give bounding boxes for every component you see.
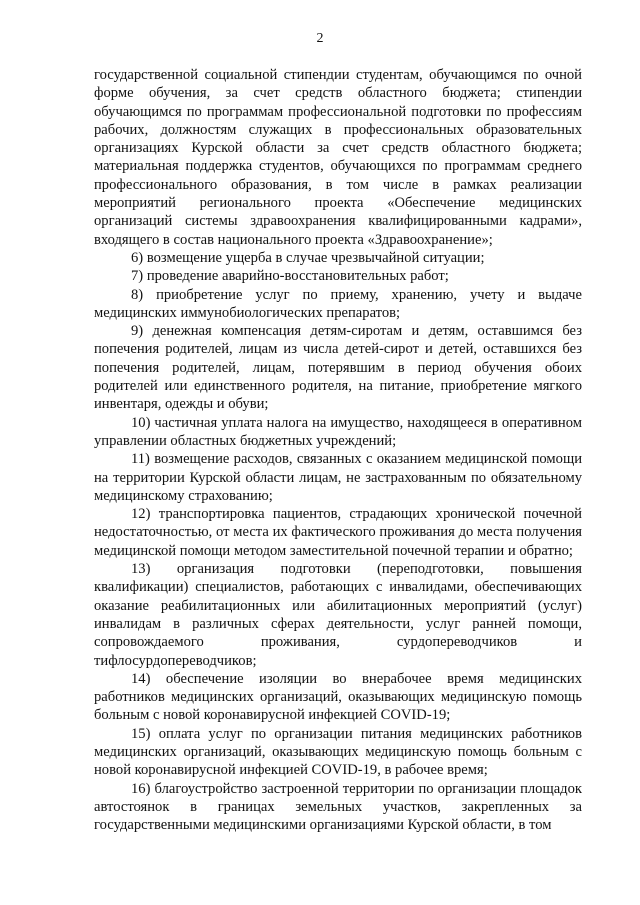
item-number: 9) [131, 323, 144, 340]
item-text: частичная уплата налога на имущество, находящееся в оперативном управлении областных бюджетных учреждений; [94, 414, 582, 449]
item-number: 6) [131, 249, 144, 266]
item-number: 15) [131, 725, 151, 742]
list-item-7 [94, 267, 582, 285]
item-number: 10) [131, 414, 151, 431]
item-number: 12) [131, 506, 151, 523]
document-body [94, 66, 582, 834]
list-item-12 [94, 505, 582, 560]
list-item-9 [94, 322, 582, 413]
list-item-15 [94, 725, 582, 780]
list-item-10 [94, 414, 582, 451]
list-item-8 [94, 286, 582, 323]
page-number: 2 [316, 31, 324, 46]
list-item-14 [94, 670, 582, 725]
continuation-paragraph: государственной социальной стипендии студентам, обучающимся по очной форме обучения, за счет средств областного бюджета; стипендии обучающимся по программам профессиональной подготовки по профессиям рабочих, должностям служащих в профессиональных образовательных организациях Курской области за счет средств областного бюджета; материальная поддержка студентов, обучающихся по программам среднего профессионального образования, в том числе в рамках реализации мероприятий регионального проекта «Обеспечение медицинских организаций системы здравоохранения квалифицированными кадрами», входящего в состав национального проекта «Здравоохранение»; [94, 67, 582, 248]
item-number: 7) [131, 268, 144, 285]
item-text: транспортировка пациентов, страдающих хронической почечной недостаточностью, от места их фактического проживания до места получения медицинской помощи методом заместительной почечной терапии и обратно; [94, 506, 582, 559]
item-text: возмещение ущерба в случае чрезвычайной ситуации; [146, 249, 485, 266]
list-item-13 [94, 560, 582, 670]
item-text: обеспечение изоляции во внерабочее время медицинских работников медицинских организаций, оказывающих медицинскую помощь больным с новой коронавирусной инфекцией COVID-19; [94, 670, 582, 724]
item-text: проведение аварийно-восстановительных работ; [146, 268, 449, 285]
list-item-16 [94, 780, 582, 835]
list-item-6 [94, 249, 582, 267]
item-text: благоустройство застроенной территории по организации площадок автостоянок в границах земельных участков, закрепленных за государственными медицинскими организациями Курской области, в том [94, 780, 582, 834]
item-text: приобретение услуг по приему, хранению, учету и выдаче медицинских иммунобиологических препаратов; [94, 286, 582, 321]
list-item-11 [94, 450, 582, 505]
item-text: денежная компенсация детям-сиротам и детям, оставшимся без попечения родителей, лицам из числа детей-сирот и детей, оставшихся без попечения родителей, лицам, потерявшим в период обучения обоих родителей или единственного родителя, на питание, приобретение мягкого инвентаря, одежды и обуви; [94, 323, 582, 413]
item-text: возмещение расходов, связанных с оказанием медицинской помощи на территории Курской области лицам, не застрахованным по обязательному медицинскому страхованию; [94, 451, 582, 504]
item-number: 16) [131, 780, 151, 797]
item-text: организация подготовки (переподготовки, повышения квалификации) специалистов, работающих с инвалидами, обеспечивающих оказание реабилитационных или абилитационных мероприятий (услуг) инвалидам в различных сферах деятельности, услуг ранней помощи, сопровождаемого проживания, сурдопереводчиков и тифлосурдопереводчиков; [94, 561, 582, 669]
item-number: 11) [131, 451, 150, 468]
item-text: оплата услуг по организации питания медицинских работников медицинских организаций, оказывающих медицинскую помощь больным с новой коронавирусной инфекцией COVID-19, в рабочее время; [94, 725, 582, 779]
item-number: 14) [131, 670, 151, 687]
item-number: 8) [131, 286, 144, 303]
item-number: 13) [131, 561, 151, 578]
